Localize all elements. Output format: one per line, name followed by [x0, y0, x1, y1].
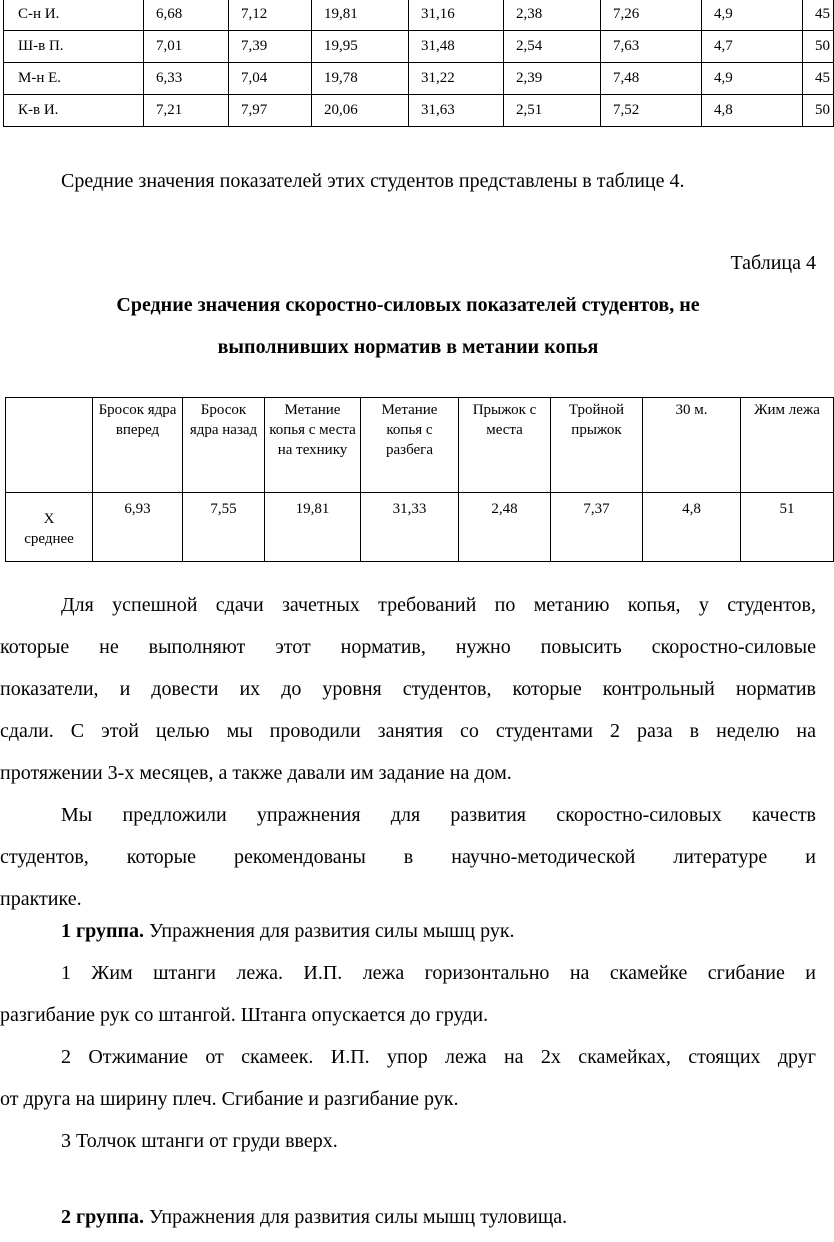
corner-cell [6, 398, 93, 493]
table-row [6, 493, 834, 562]
value-cell: 31,33 [361, 493, 459, 562]
student-name-cell: Ш-в П. [4, 31, 144, 63]
paragraph-1-line: сдали. С этой целью мы проводили занятия со студентами 2 раза в неделю на [0, 720, 816, 742]
column-header: Метание копья с разбега [361, 398, 459, 493]
value-cell: 7,55 [183, 493, 265, 562]
value-cell: 2,54 [504, 31, 601, 63]
value-cell: 4,9 [702, 0, 803, 31]
value-cell: 7,12 [229, 0, 312, 31]
paragraph-1 [0, 584, 816, 794]
exercise-2-line: от друга на ширину плеч. Сгибание и разгибание рук. [0, 1088, 459, 1110]
value-cell: 31,16 [409, 0, 504, 31]
exercise-1 [0, 952, 816, 1036]
paragraph-2-line: Мы предложили упражнения для развития скоростно-силовых качеств [61, 804, 816, 826]
value-cell: 50 [803, 31, 834, 63]
value-cell: 7,04 [229, 63, 312, 95]
table-row [4, 63, 834, 95]
value-cell: 31,22 [409, 63, 504, 95]
value-cell: 2,39 [504, 63, 601, 95]
table-row [4, 95, 834, 127]
row-label-line2: среднее [24, 531, 74, 547]
value-cell: 20,06 [312, 95, 409, 127]
column-header: Жим лежа [741, 398, 834, 493]
paragraph-2-line: практике. [0, 888, 82, 910]
group-2-label: 2 группа. [61, 1206, 144, 1228]
exercise-2-line: 2 Отжимание от скамеек. И.П. упор лежа на 2х скамейках, стоящих друг [61, 1046, 816, 1068]
group-1-text: Упражнения для развития силы мышц рук. [144, 920, 515, 942]
value-cell: 4,8 [702, 95, 803, 127]
paragraph-2 [0, 794, 816, 920]
value-cell: 19,81 [312, 0, 409, 31]
group-1-label: 1 группа. [61, 920, 144, 942]
value-cell: 51 [741, 493, 834, 562]
group-1-heading [61, 910, 515, 952]
student-name-cell: М-н Е. [4, 63, 144, 95]
column-header: Метание копья с места на технику [265, 398, 361, 493]
value-cell: 4,8 [643, 493, 741, 562]
value-cell: 4,7 [702, 31, 803, 63]
paragraph-1-line: Для успешной сдачи зачетных требований по метанию копья, у студентов, [61, 594, 816, 616]
value-cell: 7,97 [229, 95, 312, 127]
value-cell: 7,48 [601, 63, 702, 95]
table-label: Таблица 4 [730, 252, 816, 274]
value-cell: 19,78 [312, 63, 409, 95]
table-title-line1: Средние значения скоростно-силовых показателей студентов, не [116, 294, 700, 316]
value-cell: 7,26 [601, 0, 702, 31]
value-cell: 7,37 [551, 493, 643, 562]
results-table [3, 0, 834, 127]
table-title-line2: выполнивших норматив в метании копья [217, 336, 599, 358]
student-name-cell: С-н И. [4, 0, 144, 31]
group-2-text: Упражнения для развития силы мышц туловища. [144, 1206, 568, 1228]
value-cell: 31,63 [409, 95, 504, 127]
paragraph-2-line: студентов, которые рекомендованы в научно-методической литературе и [0, 846, 816, 868]
value-cell: 19,81 [265, 493, 361, 562]
paragraph-1-line: протяжении 3-х месяцев, а также давали им задание на дом. [0, 762, 512, 784]
value-cell: 6,93 [93, 493, 183, 562]
column-header: Прыжок с места [459, 398, 551, 493]
table-row [4, 0, 834, 31]
row-label [6, 493, 93, 562]
student-name-cell: К-в И. [4, 95, 144, 127]
table-row [4, 31, 834, 63]
exercise-1-line: разгибание рук со штангой. Штанга опускается до груди. [0, 1004, 489, 1026]
value-cell: 7,39 [229, 31, 312, 63]
value-cell: 7,63 [601, 31, 702, 63]
column-header: 30 м. [643, 398, 741, 493]
value-cell: 7,01 [144, 31, 229, 63]
row-label-line1: Х [43, 511, 55, 527]
value-cell: 2,38 [504, 0, 601, 31]
value-cell: 6,68 [144, 0, 229, 31]
value-cell: 2,48 [459, 493, 551, 562]
value-cell: 19,95 [312, 31, 409, 63]
averages-table [5, 397, 834, 562]
exercise-2 [0, 1036, 816, 1120]
value-cell: 7,21 [144, 95, 229, 127]
value-cell: 7,52 [601, 95, 702, 127]
value-cell: 2,51 [504, 95, 601, 127]
column-header: Бросок ядра назад [183, 398, 265, 493]
table-header-row [6, 398, 834, 493]
exercise-3: 3 Толчок штанги от груди вверх. [61, 1130, 338, 1152]
value-cell: 31,48 [409, 31, 504, 63]
value-cell: 6,33 [144, 63, 229, 95]
exercise-1-line: 1 Жим штанги лежа. И.П. лежа горизонтально на скамейке сгибание и [61, 962, 816, 984]
value-cell: 50 [803, 95, 834, 127]
column-header: Тройной прыжок [551, 398, 643, 493]
column-header: Бросок ядра вперед [93, 398, 183, 493]
group-2-heading [61, 1196, 567, 1238]
value-cell: 45 [803, 0, 834, 31]
paragraph-1-line: показатели, и довести их до уровня студентов, которые контрольный норматив [0, 678, 816, 700]
intro-sentence: Средние значения показателей этих студентов представлены в таблице 4. [61, 170, 685, 192]
value-cell: 45 [803, 63, 834, 95]
paragraph-1-line: которые не выполняют этот норматив, нужно повысить скоростно-силовые [0, 636, 816, 658]
value-cell: 4,9 [702, 63, 803, 95]
